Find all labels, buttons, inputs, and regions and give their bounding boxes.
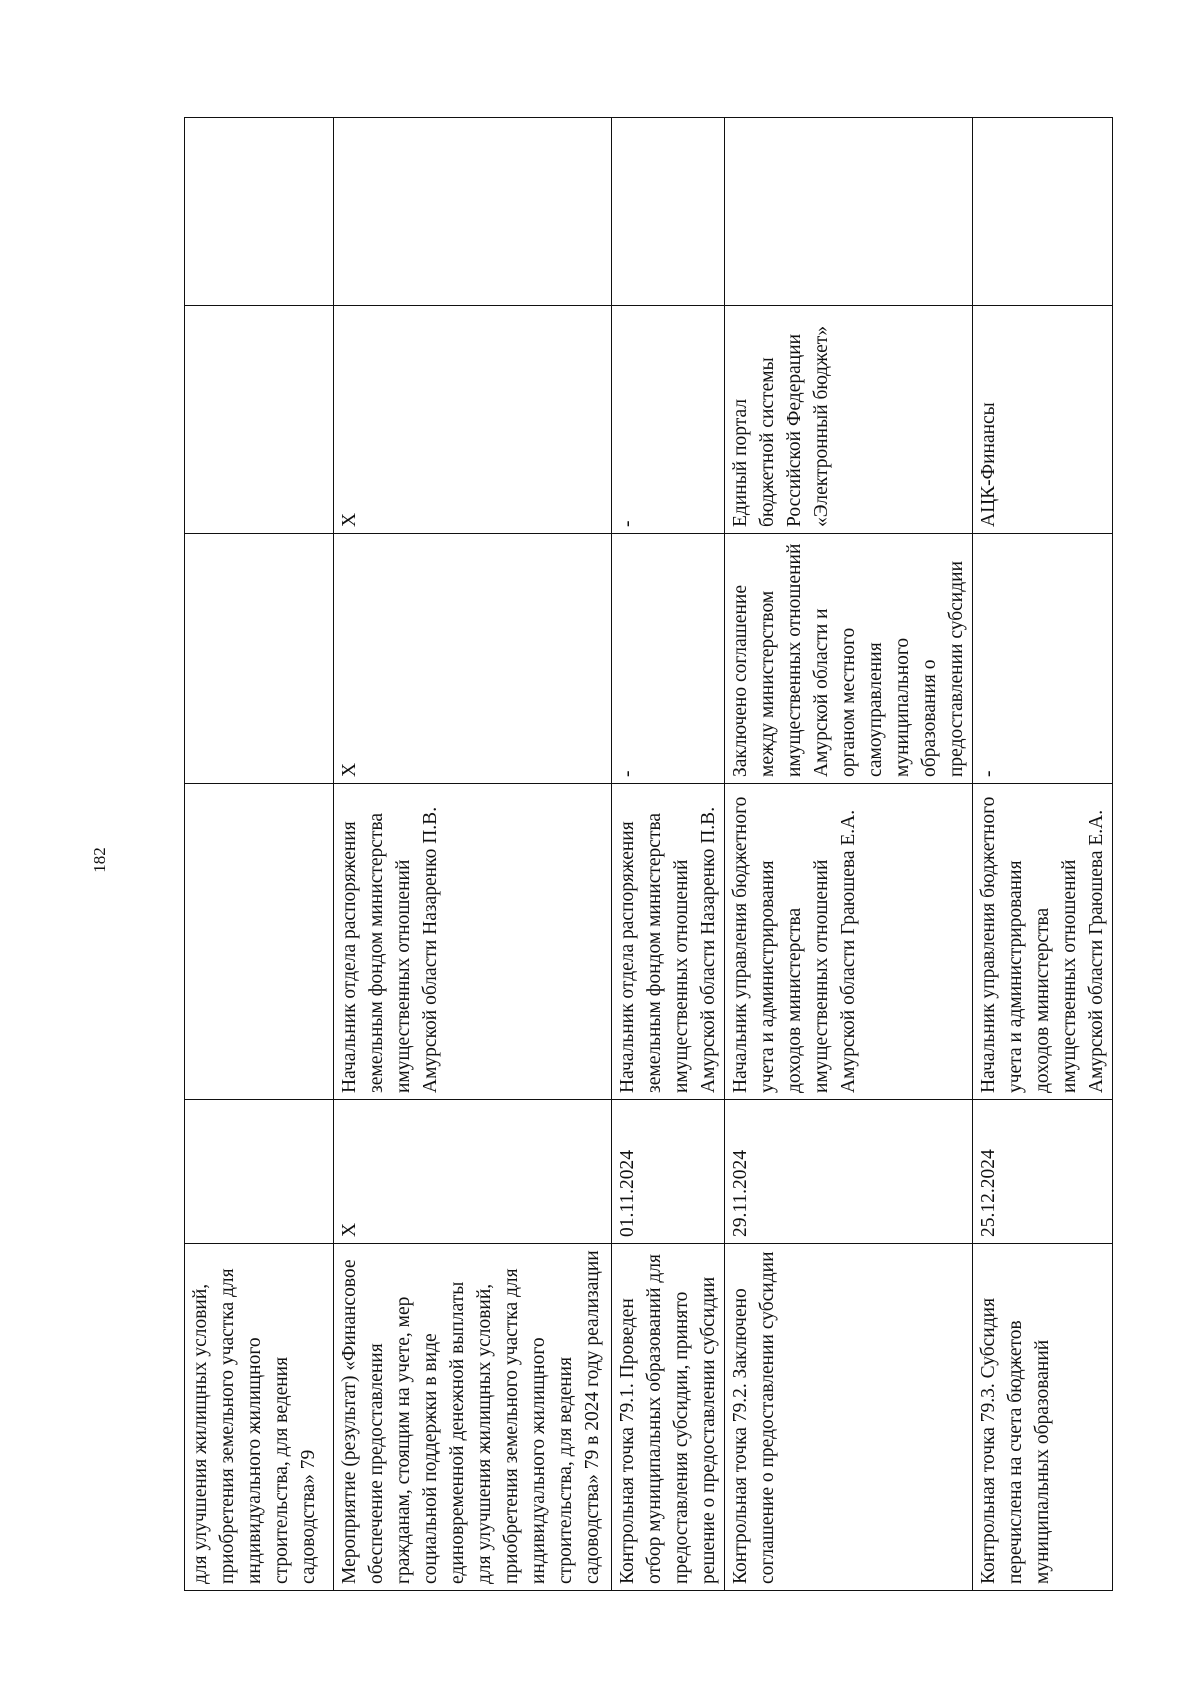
table-row bbox=[725, 118, 973, 1591]
rotated-table-container bbox=[184, 118, 1107, 1591]
cell-responsible bbox=[185, 784, 334, 1100]
cell-result: - bbox=[973, 534, 1113, 784]
cell-system: X bbox=[334, 306, 612, 534]
table-row bbox=[185, 118, 334, 1591]
table-row bbox=[612, 118, 725, 1591]
schedule-table bbox=[184, 117, 1113, 1591]
cell-system: - bbox=[612, 306, 725, 534]
cell-name: Контрольная точка 79.2. Заключено соглашение о предоставлении субсидии bbox=[725, 1244, 973, 1591]
table-row bbox=[334, 118, 612, 1591]
cell-extra bbox=[725, 118, 973, 306]
cell-name: для улучшения жилищных условий, приобретения земельного участка для индивидуального жилищного строительства, для ведения садоводства» 79 bbox=[185, 1244, 334, 1591]
table-row bbox=[973, 118, 1113, 1591]
cell-extra bbox=[334, 118, 612, 306]
cell-extra bbox=[973, 118, 1113, 306]
cell-date: 25.12.2024 bbox=[973, 1100, 1113, 1244]
cell-responsible: Начальник отдела распоряжения земельным фондом министерства имущественных отношений Амурской области Назаренко П.В. bbox=[334, 784, 612, 1100]
cell-system: Единый портал бюджетной системы Российской Федерации «Электронный бюджет» bbox=[725, 306, 973, 534]
cell-responsible: Начальник управления бюджетного учета и администрирования доходов министерства имущественных отношений Амурской области Граюшева Е.А. bbox=[973, 784, 1113, 1100]
cell-date: 29.11.2024 bbox=[725, 1100, 973, 1244]
cell-result: - bbox=[612, 534, 725, 784]
cell-extra bbox=[612, 118, 725, 306]
cell-result: Заключено соглашение между министерством имущественных отношений Амурской области и органом местного самоуправления муниципального образования о предоставлении субсидии bbox=[725, 534, 973, 784]
cell-result: X bbox=[334, 534, 612, 784]
cell-result bbox=[185, 534, 334, 784]
cell-responsible: Начальник отдела распоряжения земельным фондом министерства имущественных отношений Амурской области Назаренко П.В. bbox=[612, 784, 725, 1100]
cell-name: Контрольная точка 79.1. Проведен отбор муниципальных образований для предоставления субсидии, принято решение о предоставлении субсидии bbox=[612, 1244, 725, 1591]
cell-name: Контрольная точка 79.3. Субсидия перечислена на счета бюджетов муниципальных образований bbox=[973, 1244, 1113, 1591]
cell-date bbox=[185, 1100, 334, 1244]
cell-responsible: Начальник управления бюджетного учета и администрирования доходов министерства имущественных отношений Амурской области Граюшева Е.А. bbox=[725, 784, 973, 1100]
cell-date: 01.11.2024 bbox=[612, 1100, 725, 1244]
cell-system bbox=[185, 306, 334, 534]
cell-system: АЦК-Финансы bbox=[973, 306, 1113, 534]
cell-name: Мероприятие (результат) «Финансовое обеспечение предоставления гражданам, стоящим на учете, мер социальной поддержки в виде единовременной денежной выплаты для улучшения жилищных условий, приобретения земельного участка для индивидуального жилищного строительства, для ведения садоводства» 79 в 2024 году реализации bbox=[334, 1244, 612, 1591]
cell-date: X bbox=[334, 1100, 612, 1244]
cell-extra bbox=[185, 118, 334, 306]
page-number: 182 bbox=[90, 847, 109, 873]
